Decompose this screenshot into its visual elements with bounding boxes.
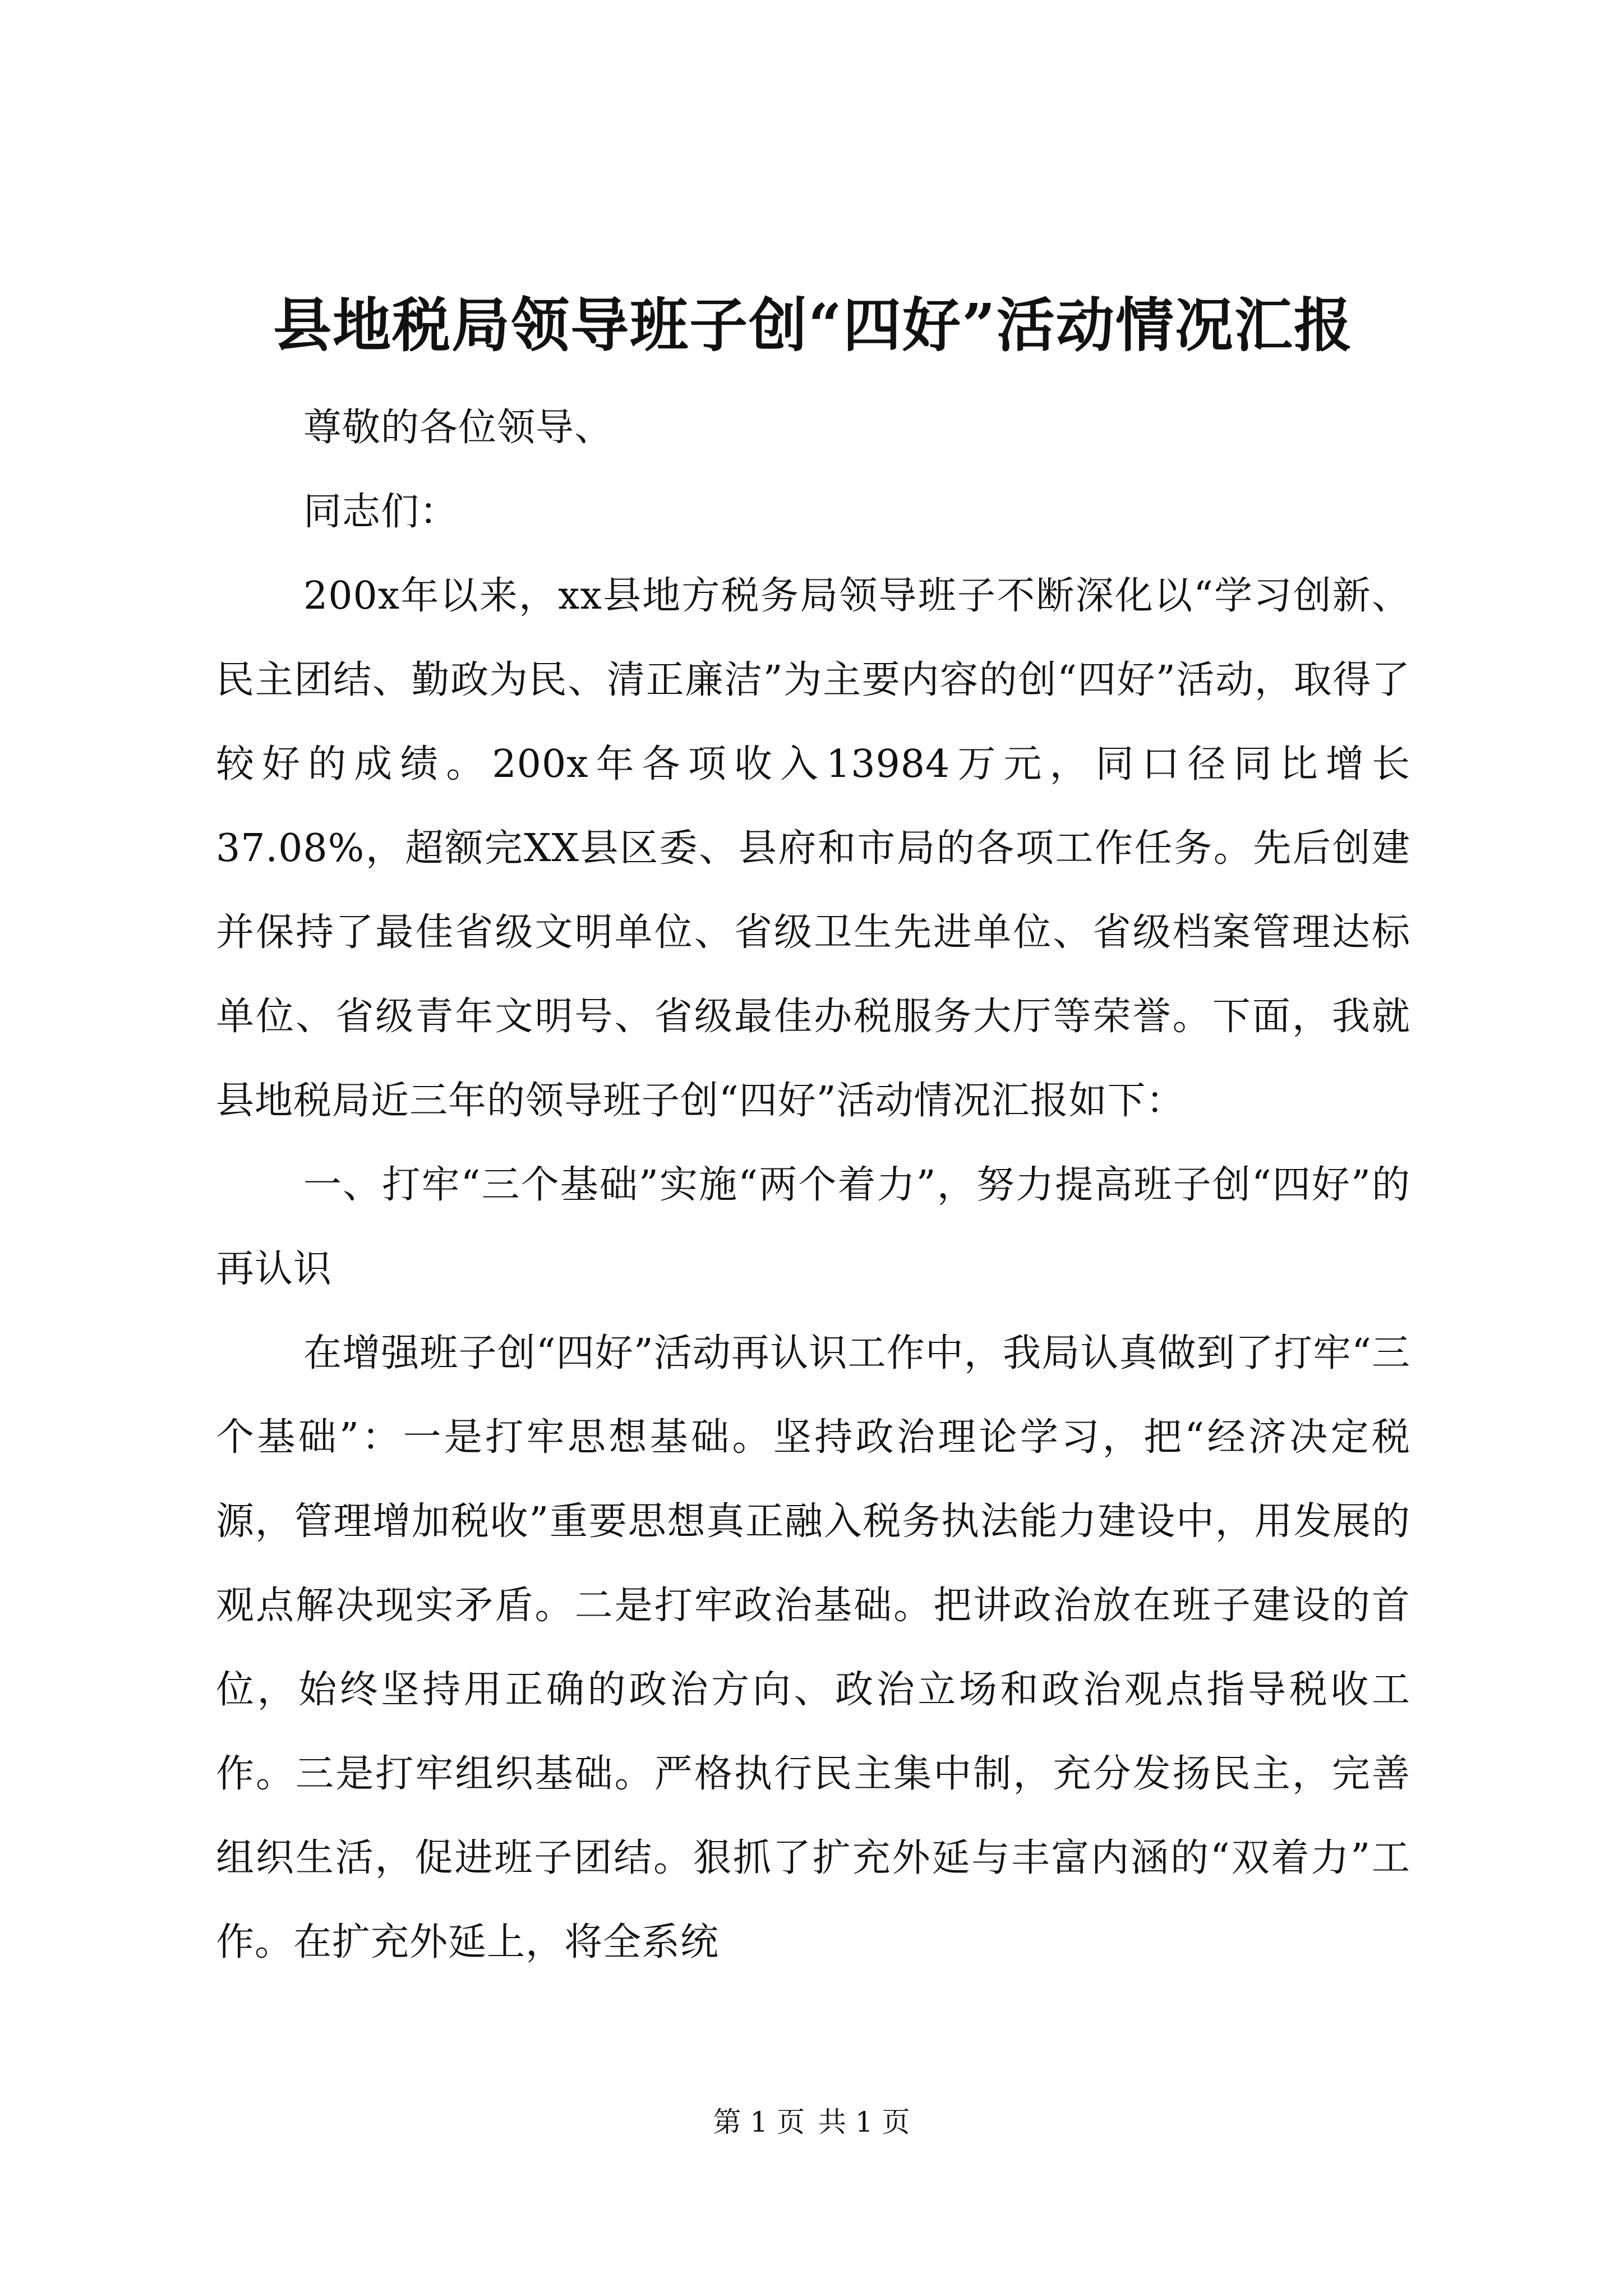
document-title: 县地税局领导班子创“四好”活动情况汇报: [273, 291, 1353, 360]
salutation-line: 尊敬的各位领导、: [303, 406, 614, 450]
salutation-line-2: 同志们：: [303, 490, 459, 534]
page-total: 共 1 页: [818, 2106, 910, 2138]
intro-paragraph: 200x年以来，xx县地方税务局领导班子不断深化以“学习创新、民主团结、勤政为民、清正廉洁”为主要内容的创“四好”活动，取得了较好的成绩。200x年各项收入13984万元，同口径同比增长37.08%，超额完XX县区委、县府和市局的各项工作任务。先后创建并保持了最佳省级文明单位、省级卫生先进单位、省级档案管理达标单位、省级青年文明号、省级最佳办税服务大厅等荣誉。下面，我就县地税局近三年的领导班子创“四好”活动情况汇报如下：: [216, 574, 1410, 1123]
document-body: [216, 386, 1410, 1985]
page-number: 第 1 页: [713, 2106, 805, 2138]
section-heading-1: 一、打牢“三个基础”实施“两个着力”，努力提高班子创“四好”的再认识: [216, 1163, 1410, 1291]
section-1-paragraph: 在增强班子创“四好”活动再认识工作中，我局认真做到了打牢“三个基础”：一是打牢思想基础。坚持政治理论学习，把“经济决定税源，管理增加税收”重要思想真正融入税务执法能力建设中，用发展的观点解决现实矛盾。二是打牢政治基础。把讲政治放在班子建设的首位，始终坚持用正确的政治方向、政治立场和政治观点指导税收工作。三是打牢组织基础。严格执行民主集中制，充分发扬民主，完善组织生活，促进班子团结。狠抓了扩充外延与丰富内涵的“双着力”工作。在扩充外延上，将全系统: [216, 1331, 1410, 1964]
page-footer: [0, 2102, 1623, 2142]
